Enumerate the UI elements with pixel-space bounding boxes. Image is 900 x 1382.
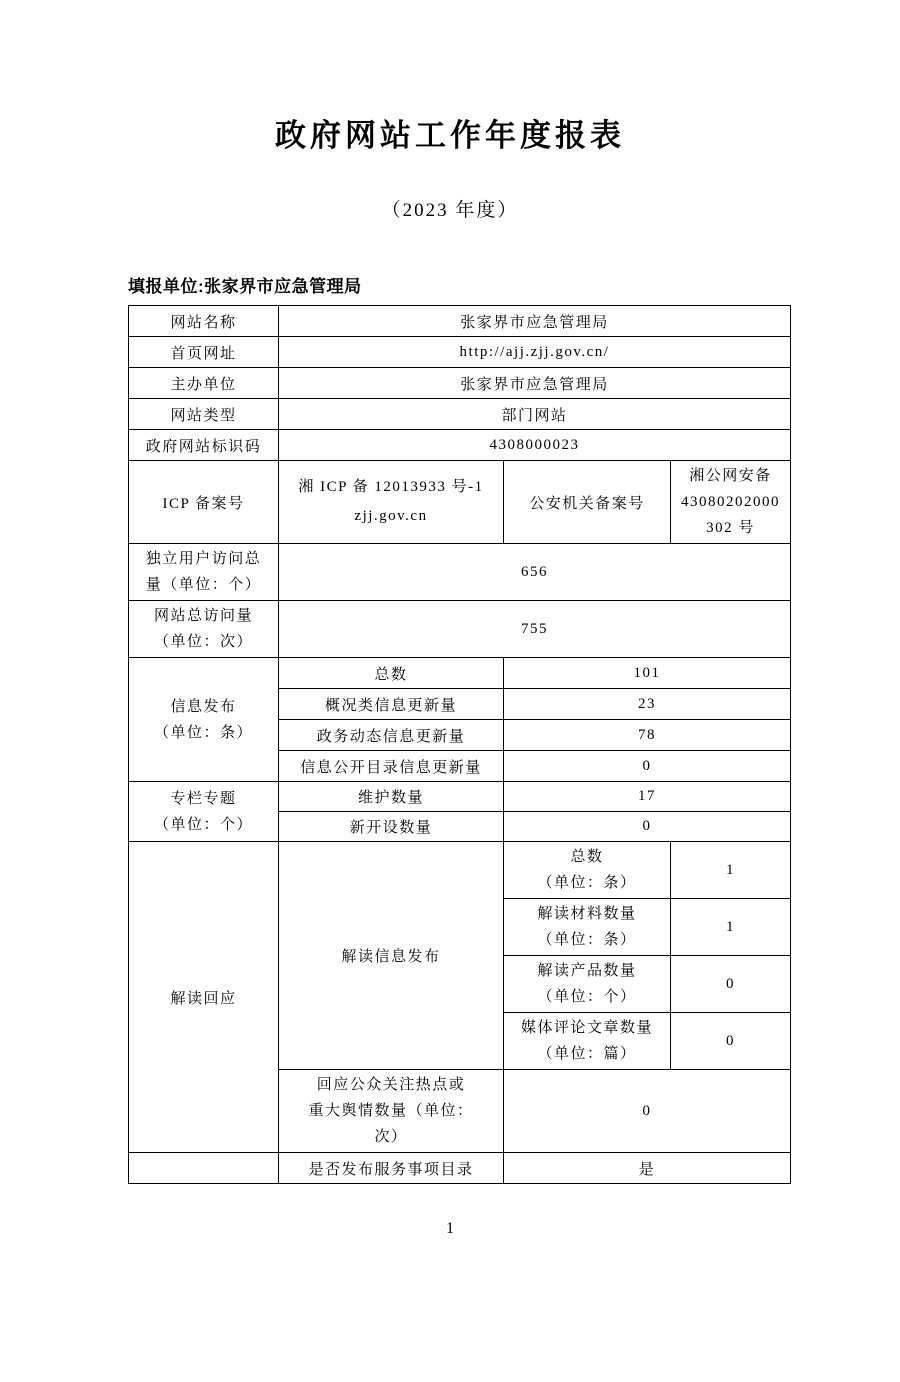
icp-label: ICP 备案号 bbox=[129, 461, 279, 544]
total-visits-value: 755 bbox=[279, 601, 791, 658]
special-columns-item-label: 维护数量 bbox=[279, 782, 504, 812]
info-publish-label-line: （单位：条） bbox=[153, 724, 253, 741]
page-number: 1 bbox=[446, 1220, 454, 1237]
info-publish-item-value: 23 bbox=[504, 689, 791, 720]
police-filing-value-line: 43080202000 bbox=[681, 494, 780, 510]
police-filing-value bbox=[671, 461, 791, 544]
table-row bbox=[129, 842, 791, 899]
site-name-label: 网站名称 bbox=[129, 306, 279, 337]
interpretation-item-label-line: （单位：个） bbox=[537, 989, 637, 1005]
hotspot-response-label-line: 次） bbox=[374, 1129, 408, 1145]
info-publish-label-line: 信息发布 bbox=[170, 698, 237, 715]
info-publish-item-label: 概况类信息更新量 bbox=[279, 689, 504, 720]
icp-value-line: zjj.gov.cn bbox=[354, 508, 428, 524]
total-visits-label bbox=[129, 601, 279, 658]
interpretation-item-label bbox=[504, 842, 671, 899]
info-publish-item-label: 政务动态信息更新量 bbox=[279, 720, 504, 751]
interpretation-item-value: 0 bbox=[671, 956, 791, 1013]
unique-visitors-label-line: 独立用户访问总 bbox=[145, 551, 262, 567]
table-row bbox=[129, 782, 791, 812]
info-publish-item-label: 信息公开目录信息更新量 bbox=[279, 751, 504, 782]
table-row bbox=[129, 544, 791, 601]
info-publish-item-value: 0 bbox=[504, 751, 791, 782]
site-code-label: 政府网站标识码 bbox=[129, 430, 279, 461]
table-row bbox=[129, 1153, 791, 1184]
home-url-label: 首页网址 bbox=[129, 337, 279, 368]
interpretation-item-label-line: 解读材料数量 bbox=[537, 906, 637, 922]
host-unit-label: 主办单位 bbox=[129, 368, 279, 399]
hotspot-response-value: 0 bbox=[504, 1070, 791, 1153]
site-type-label: 网站类型 bbox=[129, 399, 279, 430]
site-type-value: 部门网站 bbox=[279, 399, 791, 430]
info-publish-label bbox=[129, 658, 279, 782]
table-row bbox=[129, 337, 791, 368]
table-row bbox=[129, 430, 791, 461]
special-columns-label bbox=[129, 782, 279, 842]
hotspot-response-label-line: 重大舆情数量（单位： bbox=[308, 1103, 474, 1119]
table-row bbox=[129, 368, 791, 399]
interpretation-item-label-line: 解读产品数量 bbox=[537, 963, 637, 979]
interpretation-item-label-line: 媒体评论文章数量 bbox=[520, 1020, 653, 1036]
table-row bbox=[129, 601, 791, 658]
interpretation-item-value: 0 bbox=[671, 1013, 791, 1070]
interpretation-item-value: 1 bbox=[671, 842, 791, 899]
page-subtitle: （2023 年度） bbox=[381, 200, 519, 221]
hotspot-response-label bbox=[279, 1070, 504, 1153]
empty-cell bbox=[129, 1153, 279, 1184]
icp-value-line: 湘 ICP 备 12013933 号-1 bbox=[298, 479, 484, 495]
info-publish-item-label: 总数 bbox=[279, 658, 504, 689]
interpretation-item-value: 1 bbox=[671, 899, 791, 956]
interpretation-item-label-line: 总数 bbox=[570, 849, 604, 865]
annual-report-table bbox=[128, 305, 791, 1184]
table-row bbox=[129, 306, 791, 337]
special-columns-item-label: 新开设数量 bbox=[279, 812, 504, 842]
interpretation-publish-label: 解读信息发布 bbox=[279, 842, 504, 1070]
info-publish-item-value: 78 bbox=[504, 720, 791, 751]
interpretation-item-label bbox=[504, 956, 671, 1013]
icp-value bbox=[279, 461, 504, 544]
interpretation-item-label-line: （单位：条） bbox=[537, 875, 637, 891]
service-catalog-label: 是否发布服务事项目录 bbox=[279, 1153, 504, 1184]
interpretation-label: 解读回应 bbox=[129, 842, 279, 1153]
info-publish-item-value: 101 bbox=[504, 658, 791, 689]
total-visits-label-line: 网站总访问量 bbox=[153, 608, 253, 624]
special-columns-label-line: （单位：个） bbox=[153, 816, 253, 833]
police-filing-label: 公安机关备案号 bbox=[504, 461, 671, 544]
special-columns-item-value: 0 bbox=[504, 812, 791, 842]
service-catalog-value: 是 bbox=[504, 1153, 791, 1184]
home-url-value: http://ajj.zjj.gov.cn/ bbox=[279, 337, 791, 368]
police-filing-value-line: 湘公网安备 bbox=[689, 468, 772, 484]
table-row bbox=[129, 399, 791, 430]
special-columns-label-line: 专栏专题 bbox=[170, 790, 237, 807]
interpretation-item-label bbox=[504, 1013, 671, 1070]
interpretation-item-label-line: （单位：篇） bbox=[537, 1046, 637, 1062]
unique-visitors-label bbox=[129, 544, 279, 601]
unique-visitors-label-line: 量（单位：个） bbox=[145, 577, 262, 593]
hotspot-response-label-line: 回应公众关注热点或 bbox=[316, 1077, 466, 1093]
police-filing-value-line: 302 号 bbox=[706, 520, 755, 536]
unique-visitors-value: 656 bbox=[279, 544, 791, 601]
site-code-value: 4308000023 bbox=[279, 430, 791, 461]
special-columns-item-value: 17 bbox=[504, 782, 791, 812]
interpretation-item-label-line: （单位：条） bbox=[537, 932, 637, 948]
page-title: 政府网站工作年度报表 bbox=[275, 118, 625, 153]
site-name-value: 张家界市应急管理局 bbox=[279, 306, 791, 337]
host-unit-value: 张家界市应急管理局 bbox=[279, 368, 791, 399]
table-row bbox=[129, 658, 791, 689]
filing-unit-label: 填报单位:张家界市应急管理局 bbox=[128, 277, 362, 296]
interpretation-item-label bbox=[504, 899, 671, 956]
table-row bbox=[129, 461, 791, 544]
total-visits-label-line: （单位：次） bbox=[153, 634, 253, 650]
